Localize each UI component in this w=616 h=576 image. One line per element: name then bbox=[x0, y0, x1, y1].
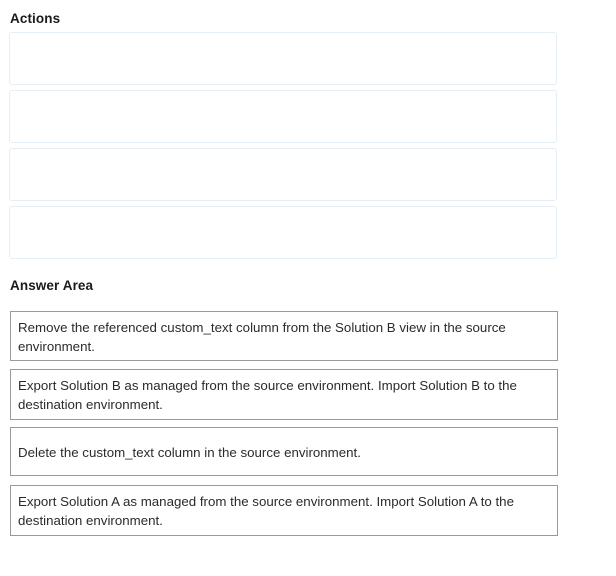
action-drop-slot-3[interactable] bbox=[9, 148, 557, 201]
answer-item-text: Remove the referenced custom_text column from the Solution B view in the source environment. bbox=[18, 320, 506, 354]
answer-item-text: Delete the custom_text column in the source environment. bbox=[18, 445, 361, 460]
action-drop-slot-4[interactable] bbox=[9, 206, 557, 259]
answer-item-remove-custom-text-from-view[interactable] bbox=[10, 311, 558, 361]
actions-heading: Actions bbox=[10, 11, 61, 26]
answer-item-text: Export Solution A as managed from the source environment. Import Solution A to the destination environment. bbox=[18, 494, 514, 528]
answer-item-delete-custom-text-column[interactable] bbox=[10, 427, 558, 476]
action-drop-slot-2[interactable] bbox=[9, 90, 557, 143]
answer-item-export-solution-b[interactable] bbox=[10, 369, 558, 420]
answer-item-export-solution-a[interactable] bbox=[10, 485, 558, 536]
action-drop-slot-1[interactable] bbox=[9, 32, 557, 85]
answer-item-text: Export Solution B as managed from the source environment. Import Solution B to the destination environment. bbox=[18, 378, 517, 412]
answer-area-heading: Answer Area bbox=[10, 278, 94, 293]
